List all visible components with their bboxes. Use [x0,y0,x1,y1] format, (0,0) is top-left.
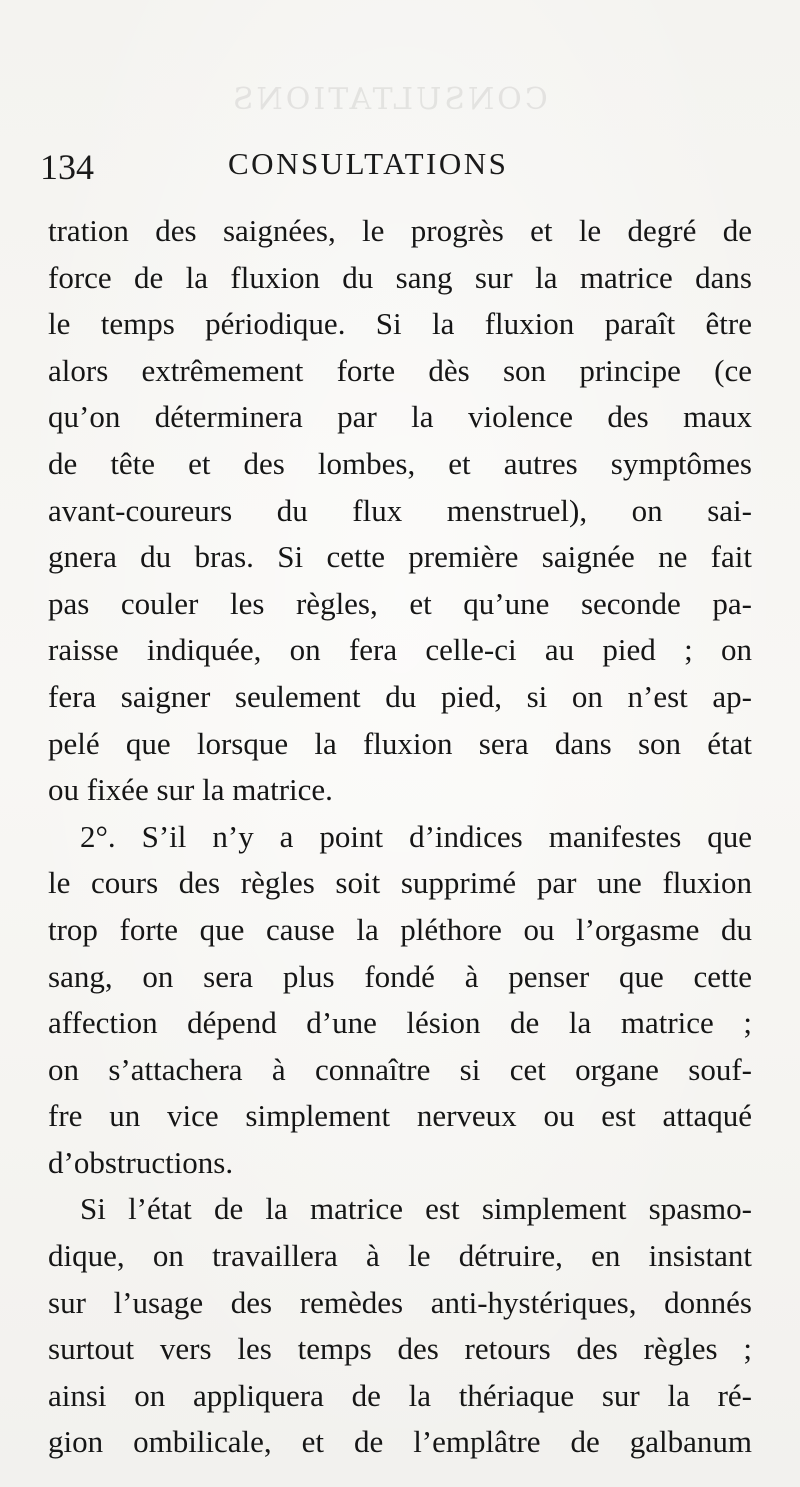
text-line: Si l’état de la matrice est simplement spasmo- [80,1191,752,1227]
text-line: pas couler les règles, et qu’une seconde pa- [48,585,752,621]
page-header [40,142,760,187]
running-title: CONSULTATIONS [228,146,509,181]
text-line: avant-coureurs du flux menstruel), on sai- [48,492,752,528]
page-number: 134 [40,147,94,187]
paragraph-end-line: d’obstructions. [48,1144,234,1180]
text-line: on s’attachera à connaître si cet organe souf- [48,1051,752,1087]
text-line: 2°. S’il n’y a point d’indices manifestes que [80,818,752,854]
text-line: fera saigner seulement du pied, si on n’est ap- [48,678,752,714]
text-line: raisse indiquée, on fera celle-ci au pied ; on [48,632,752,668]
paragraph-end-line: ou fixée sur la matrice. [48,772,333,808]
text-line: gion ombilicale, et de l’emplâtre de galbanum [48,1424,752,1460]
text-line: surtout vers les temps des retours des règles ; [48,1331,752,1367]
text-line: de tête et des lombes, et autres symptômes [48,445,752,481]
text-line: ainsi on appliquera de la thériaque sur la ré- [48,1377,752,1413]
text-line: sang, on sera plus fondé à penser que cette [48,958,752,994]
text-line: le temps périodique. Si la fluxion paraît être [48,306,752,342]
text-line: le cours des règles soit supprimé par une fluxion [48,865,752,901]
text-line: gnera du bras. Si cette première saignée ne fait [48,539,752,575]
text-line: tration des saignées, le progrès et le degré de [48,213,752,248]
text-line: pelé que lorsque la fluxion sera dans son état [48,725,752,761]
text-line: dique, on travaillera à le détruire, en insistant [48,1238,752,1274]
text-line: affection dépend d’une lésion de la matrice ; [48,1005,752,1041]
text-line: trop forte que cause la pléthore ou l’orgasme du [48,911,752,947]
text-line: fre un vice simplement nerveux ou est attaqué [48,1098,752,1134]
text-line: sur l’usage des remèdes anti-hystériques, donnés [48,1284,752,1320]
text-line: qu’on déterminera par la violence des maux [48,399,752,435]
text-line: force de la fluxion du sang sur la matrice dans [48,259,752,295]
text-line: alors extrêmement forte dès son principe (ce [48,352,752,388]
show-through-text: CONSULTATIONS [230,82,548,117]
body-text [48,208,752,1466]
